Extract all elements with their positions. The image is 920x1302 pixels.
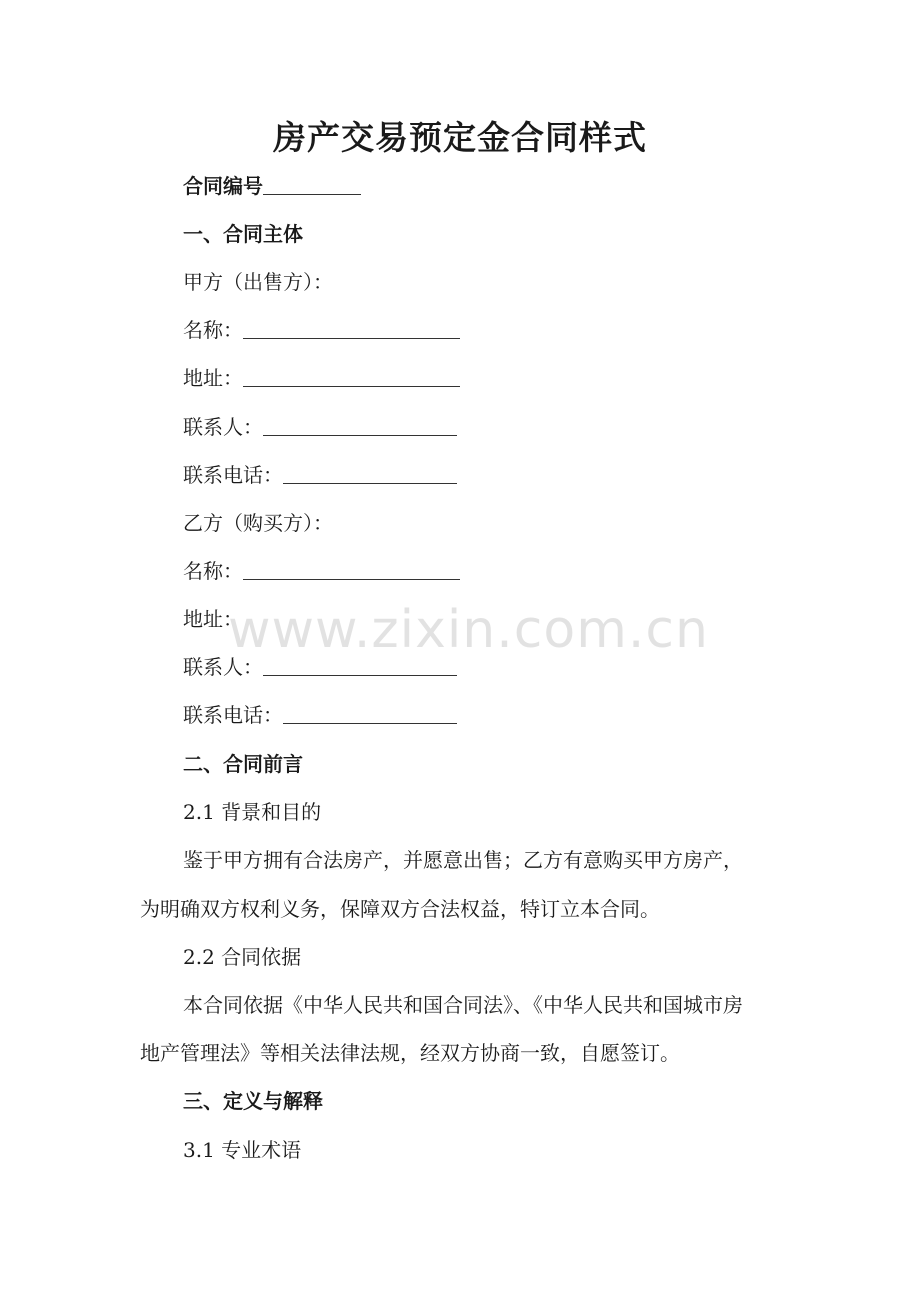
party-a-address-row	[183, 364, 460, 392]
party-b-address-row	[183, 605, 243, 633]
party-a-name-row	[183, 316, 460, 344]
party-a-phone-label: 联系电话：	[183, 463, 283, 487]
party-a-name-label: 名称：	[183, 318, 243, 342]
party-b-address-label: 地址：	[183, 607, 243, 631]
party-a-label: 甲方（出售方）：	[183, 270, 333, 294]
party-b-phone-label: 联系电话：	[183, 703, 283, 727]
section1-heading: 一、合同主体	[183, 222, 303, 246]
party-a-name-blank[interactable]	[243, 318, 460, 339]
party-a-phone-blank[interactable]	[283, 463, 457, 484]
contract-number-label: 合同编号	[183, 174, 263, 198]
contract-number-row	[183, 172, 361, 200]
section3-heading: 三、定义与解释	[183, 1089, 323, 1113]
party-b-label: 乙方（购买方）：	[183, 511, 333, 535]
party-a-address-label: 地址：	[183, 366, 243, 390]
party-b-contact-row	[183, 653, 457, 681]
section2-heading: 二、合同前言	[183, 752, 303, 776]
party-b-contact-blank[interactable]	[263, 655, 457, 676]
party-b-phone-row	[183, 701, 457, 729]
section2-2-text-line2: 地产管理法》等相关法律法规，经双方协商一致，自愿签订。	[140, 1041, 680, 1065]
party-a-address-blank[interactable]	[243, 366, 460, 387]
section2-1-text-line2: 为明确双方权利义务，保障双方合法权益，特订立本合同。	[140, 897, 660, 921]
party-a-contact-row	[183, 413, 457, 441]
party-b-phone-blank[interactable]	[283, 703, 457, 724]
party-a-phone-row	[183, 461, 457, 489]
party-a-contact-label: 联系人：	[183, 415, 263, 439]
section2-1-title: 2.1 背景和目的	[183, 800, 322, 824]
party-a-contact-blank[interactable]	[263, 415, 457, 436]
section2-2-title: 2.2 合同依据	[183, 945, 302, 969]
watermark-text: www.zixin.com.cn	[228, 600, 709, 660]
section3-1-title: 3.1 专业术语	[183, 1138, 302, 1162]
document-title: 房产交易预定金合同样式	[273, 118, 647, 157]
section2-2-text-line1: 本合同依据《中华人民共和国合同法》、《中华人民共和国城市房	[183, 993, 743, 1017]
party-b-name-label: 名称：	[183, 559, 243, 583]
party-b-name-row	[183, 557, 460, 585]
section2-1-text-line1: 鉴于甲方拥有合法房产，并愿意出售；乙方有意购买甲方房产，	[183, 848, 743, 872]
contract-number-blank[interactable]	[263, 174, 361, 195]
party-b-name-blank[interactable]	[243, 559, 460, 580]
party-b-contact-label: 联系人：	[183, 655, 263, 679]
